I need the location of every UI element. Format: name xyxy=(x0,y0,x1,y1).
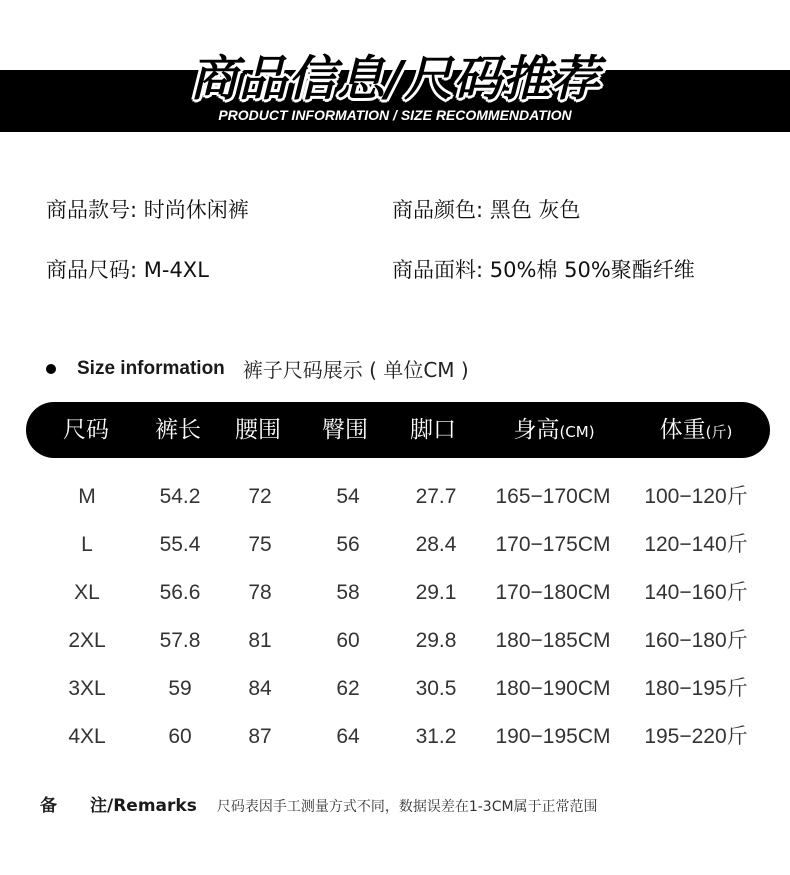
remarks-label-a: 备 xyxy=(40,796,57,816)
cell-height: 165−170CM xyxy=(495,485,611,508)
header-cell-waist: 腰围 xyxy=(235,417,281,443)
cell-hip: 62 xyxy=(336,677,360,700)
size-information-heading xyxy=(46,354,469,383)
header-cell-leg-opening: 脚口 xyxy=(410,417,456,443)
cell-size: 2XL xyxy=(68,629,106,652)
cell-leg-opening: 31.2 xyxy=(415,725,457,748)
cell-size: 4XL xyxy=(68,725,106,748)
header-cell-height: 身高(CM) xyxy=(513,417,595,443)
cell-waist: 75 xyxy=(248,533,272,556)
table-row xyxy=(0,531,790,579)
table-row xyxy=(0,675,790,723)
cell-waist: 78 xyxy=(248,581,272,604)
cell-height: 190−195CM xyxy=(495,725,611,748)
cell-height: 170−175CM xyxy=(495,533,611,556)
cell-weight: 160−180斤 xyxy=(644,629,748,652)
cell-height: 180−185CM xyxy=(495,629,611,652)
remarks-text: 尺码表因手工测量方式不同，数据误差在1-3CM属于正常范围 xyxy=(216,799,598,815)
size-table-header xyxy=(26,402,770,458)
cell-leg-opening: 30.5 xyxy=(415,677,457,700)
cell-size: 3XL xyxy=(68,677,106,700)
cell-length: 59 xyxy=(168,677,192,700)
page-subtitle: PRODUCT INFORMATION / SIZE RECOMMENDATION xyxy=(218,107,572,123)
cell-weight: 120−140斤 xyxy=(644,533,748,556)
cell-leg-opening: 29.1 xyxy=(415,581,457,604)
cell-height: 180−190CM xyxy=(495,677,611,700)
cell-hip: 64 xyxy=(336,725,360,748)
cell-waist: 81 xyxy=(248,629,272,652)
product-color: 商品颜色: 黑色 灰色 xyxy=(392,198,581,222)
cell-size: M xyxy=(78,485,96,508)
cell-weight: 100−120斤 xyxy=(644,485,748,508)
cell-leg-opening: 27.7 xyxy=(415,485,457,508)
table-row xyxy=(0,723,790,771)
remarks-label-b: 注/Remarks xyxy=(90,796,197,816)
cell-waist: 72 xyxy=(248,485,272,508)
size-info-label-en: Size information xyxy=(77,357,225,379)
cell-length: 54.2 xyxy=(159,485,201,508)
cell-height: 170−180CM xyxy=(495,581,611,604)
page-title: 商品信息/尺码推荐 xyxy=(189,51,601,107)
cell-hip: 58 xyxy=(336,581,360,604)
cell-waist: 87 xyxy=(248,725,272,748)
header-cell-weight: 体重(斤) xyxy=(659,417,733,443)
cell-length: 56.6 xyxy=(159,581,201,604)
cell-size: XL xyxy=(74,581,100,604)
cell-leg-opening: 29.8 xyxy=(415,629,457,652)
cell-length: 57.8 xyxy=(159,629,201,652)
cell-hip: 56 xyxy=(336,533,360,556)
cell-size: L xyxy=(81,533,93,556)
header-cell-size: 尺码 xyxy=(63,417,109,443)
cell-weight: 180−195斤 xyxy=(644,677,748,700)
cell-weight: 195−220斤 xyxy=(644,725,748,748)
cell-waist: 84 xyxy=(248,677,272,700)
product-model: 商品款号: 时尚休闲裤 xyxy=(46,198,249,222)
header-cell-length: 裤长 xyxy=(155,417,201,443)
header-cell-hip: 臀围 xyxy=(322,417,368,443)
remarks xyxy=(40,791,598,816)
size-info-label-cn: 裤子尺码展示 ( 单位CM ) xyxy=(242,358,469,382)
table-row xyxy=(0,483,790,531)
cell-hip: 60 xyxy=(336,629,360,652)
bullet-dot xyxy=(46,364,56,374)
cell-hip: 54 xyxy=(336,485,360,508)
product-fabric: 商品面料: 50%棉 50%聚酯纤维 xyxy=(392,258,695,282)
table-row xyxy=(0,579,790,627)
cell-length: 60 xyxy=(168,725,192,748)
cell-length: 55.4 xyxy=(159,533,201,556)
product-size-range: 商品尺码: M-4XL xyxy=(46,258,209,282)
table-row xyxy=(0,627,790,675)
cell-leg-opening: 28.4 xyxy=(415,533,457,556)
cell-weight: 140−160斤 xyxy=(644,581,748,604)
